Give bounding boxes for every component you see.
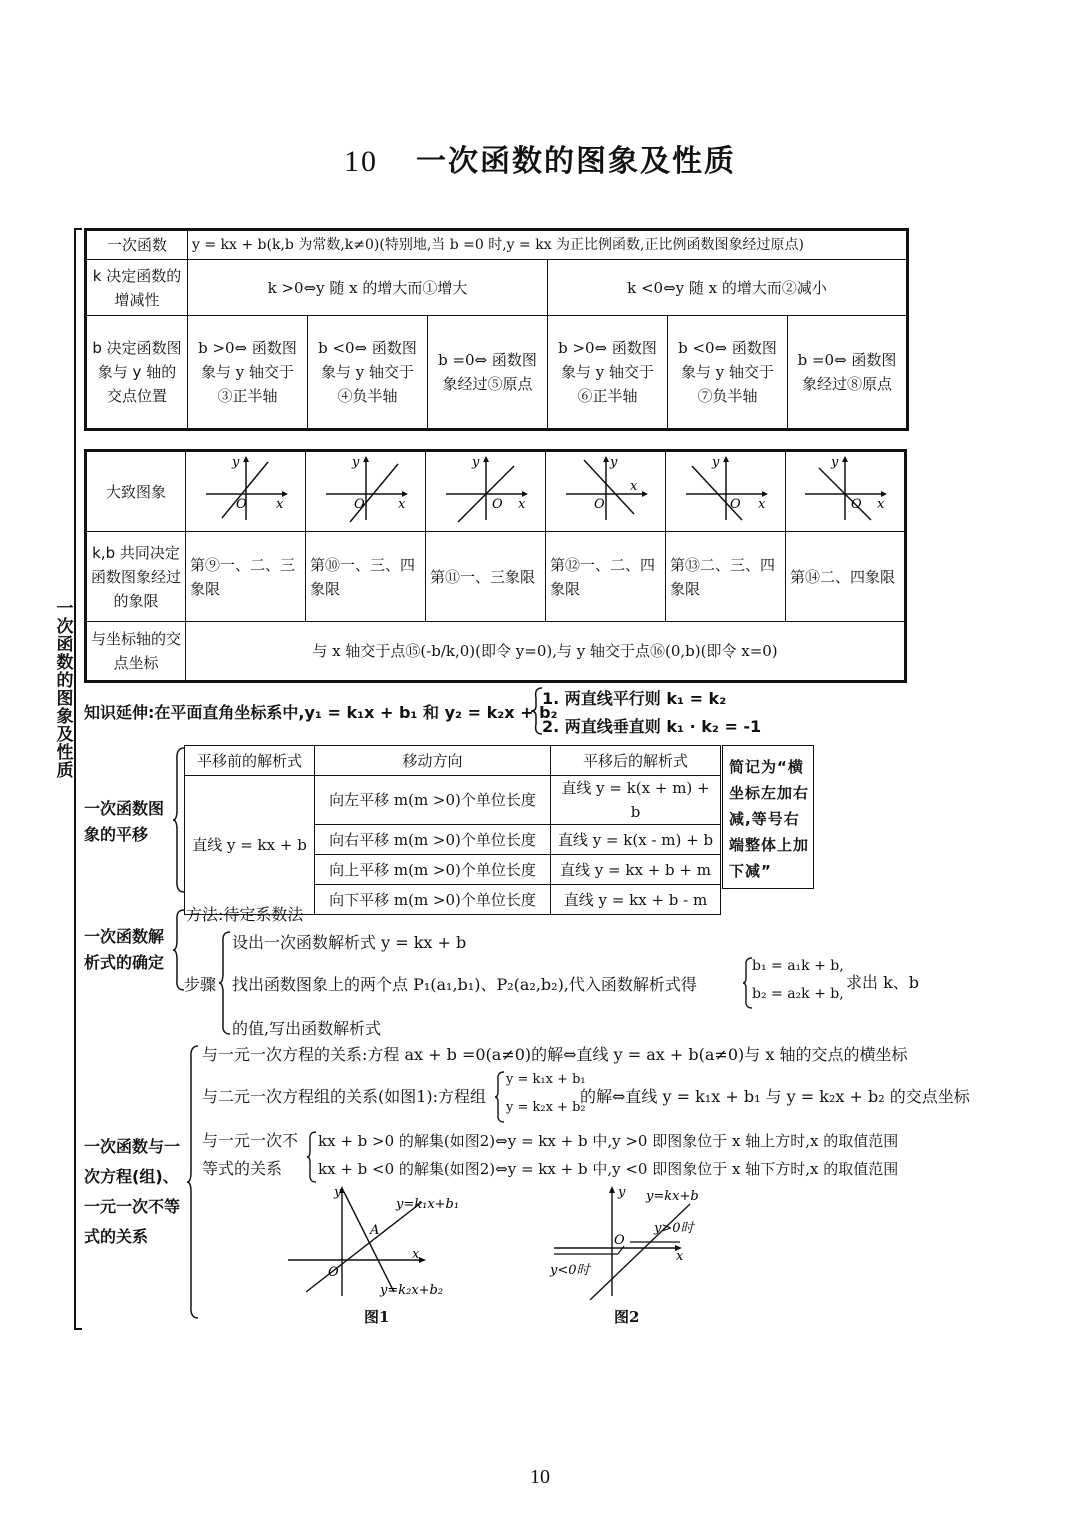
line1-label: y=k₁x+b₁ [396,1197,460,1212]
intercept-cell: b =0⇔ 函数图象经过⑤原点 [428,316,548,430]
graph-cell [546,451,666,532]
figure-1 [282,1180,482,1300]
translation-header: 平移前的解析式 [185,746,315,776]
inequality-positive: kx + b >0 的解集(如图2)⇔y = kx + b 中,y >0 即图象位于 x 轴上方时,x 的取值范围 [318,1132,899,1150]
intercept-cell: b =0⇔ 函数图象经过⑧原点 [788,316,908,430]
title-text: 一次函数的图象及性质 [416,144,736,179]
origin-label: O [491,497,503,512]
y-label: y [609,455,617,470]
point-a-label: A [370,1223,380,1238]
determine-label: 一次函数解析式的确定 [84,927,165,972]
extension-lead: 知识延伸:在平面直角坐标系中,y₁ = k₁x + b₁ 和 y₂ = k₂x + b₂ [84,703,558,722]
system-eq2: y = k₂x + b₂ [506,1100,586,1115]
brace [186,1044,200,1320]
figure-1-caption: 图1 [364,1308,390,1326]
intercept-cell: b <0⇔ 函数图象与 y 轴交于 ④负半轴 [308,316,428,430]
figure-2 [548,1180,728,1300]
title-number: 10 [344,145,378,178]
x-label: x [629,479,637,494]
quadrant-cell: 第⑫一、二、四象限 [546,532,666,622]
origin-label: O [235,497,247,512]
origin-label: O [593,497,605,512]
translation-after: 直线 y = kx + b - m [551,885,721,915]
side-bracket [74,228,82,1330]
determine-step3: 的值,写出函数解析式 [232,1019,382,1038]
determine-step1: 设出一次函数解析式 y = kx + b [232,933,467,952]
relation-equation: 与一元一次方程的关系:方程 ax + b =0(a≠0)的解⇔直线 y = ax + b(a≠0)与 x 轴的交点的横坐标 [202,1045,908,1064]
line-label: y=kx+b [646,1189,699,1204]
graph-cell [186,451,306,532]
relation-inequality-lead2: 等式的关系 [202,1159,283,1178]
y-label: y [231,455,239,470]
definition-table [84,228,909,431]
origin-label: O [328,1265,339,1280]
x-label: x [412,1247,420,1262]
positive-region-label: y>0时 [654,1221,694,1236]
graph-k-neg-b-pos [556,452,656,524]
origin-label: O [353,497,365,512]
graph-cell [666,451,786,532]
row-head-monotonic: k 决定函数的增减性 [86,260,188,316]
graph-cell [426,451,546,532]
row-head-quadrant: k,b 共同决定函数图象经过的象限 [86,532,186,622]
translation-after: 直线 y = k(x - m) + b [551,825,721,855]
translation-header: 平移后的解析式 [551,746,721,776]
translation-label: 一次函数图象的平移 [84,799,165,844]
intercept-cell: b >0⇔ 函数图象与 y 轴交于 ⑥正半轴 [548,316,668,430]
determine-step2-tail: 求出 k、b [846,973,920,992]
determine-steps-label: 步骤 [184,975,217,994]
quadrant-cell: 第⑭二、四象限 [786,532,906,622]
quadrant-cell: 第⑬二、三、四象限 [666,532,786,622]
relation-system-tail: 的解⇔直线 y = k₁x + b₁ 与 y = k₂x + b₂ 的交点坐标 [580,1087,970,1106]
quadrant-cell: 第⑨一、二、三象限 [186,532,306,622]
translation-direction: 向左平移 m(m >0)个单位长度 [315,776,551,825]
negative-region-label: y<0时 [550,1263,590,1278]
determine-step2: 找出函数图象上的两个点 P₁(a₁,b₁)、P₂(a₂,b₂),代入函数解析式得 [232,975,697,994]
intercept-cell: b <0⇔ 函数图象与 y 轴交于 ⑦负半轴 [668,316,788,430]
side-label: 一次函数的图象及性质 [56,599,74,781]
row-head-function: 一次函数 [86,230,188,260]
determine-method: 方法:待定系数法 [186,905,304,924]
determine-eq1: b₁ = a₁k + b, [752,958,844,974]
origin-label: O [614,1233,625,1248]
page-number: 10 [530,1466,550,1488]
graph-k-neg-b-neg [676,452,776,524]
function-definition: y = kx + b(k,b 为常数,k≠0)(特别地,当 b =0 时,y = kx 为正比例函数,正比例函数图象经过原点) [188,230,908,260]
k-positive-cell: k >0⇔y 随 x 的增大而①增大 [188,260,548,316]
translation-direction: 向上平移 m(m >0)个单位长度 [315,855,551,885]
translation-header: 移动方向 [315,746,551,776]
translation-before: 直线 y = kx + b [185,776,315,915]
origin-label: O [729,497,741,512]
y-label: y [471,455,479,470]
k-negative-cell: k <0⇔y 随 x 的增大而②减小 [548,260,908,316]
x-label: x [877,497,885,512]
graph-table [84,449,907,683]
figure-2-caption: 图2 [614,1308,640,1326]
relation-inequality-lead1: 与一元一次不 [202,1131,299,1150]
x-label: x [397,497,405,512]
relations-label: 一次函数与一次方程(组)、一元一次不等式的关系 [84,1137,181,1246]
row-head-intersection: 与坐标轴的交点坐标 [86,622,186,682]
intercept-cell: b >0⇔ 函数图象与 y 轴交于 ③正半轴 [188,316,308,430]
y-label: y [711,455,719,470]
graph-k-pos-b-pos [196,452,296,524]
x-label: x [757,497,765,512]
x-label: x [275,497,283,512]
extension-item1: 1. 两直线平行则 k₁ = k₂ [542,689,727,708]
graph-cell [786,451,906,532]
graph-k-pos-b-zero [436,452,536,524]
translation-after: 直线 y = kx + b + m [551,855,721,885]
quadrant-cell: 第⑪一、三象限 [426,532,546,622]
brace [218,930,232,1036]
brace [494,1070,506,1124]
translation-memo: 简记为“横坐标左加右减,等号右端整体上加下减” [722,745,814,889]
y-label: y [334,1185,342,1200]
extension-item2: 2. 两直线垂直则 k₁ · k₂ = -1 [542,717,762,736]
brace [306,1130,318,1184]
translation-direction: 向右平移 m(m >0)个单位长度 [315,825,551,855]
graph-k-pos-b-neg [316,452,416,524]
intersection-coords: 与 x 轴交于点⑮(-b/k,0)(即令 y=0),与 y 轴交于点⑯(0,b)(即令 x=0) [186,622,906,682]
translation-table [184,745,721,915]
origin-label: O [851,497,862,512]
row-head-graph: 大致图象 [86,451,186,532]
line2-label: y=k₂x+b₂ [380,1283,444,1298]
relation-system-lead: 与二元一次方程组的关系(如图1):方程组 [202,1087,487,1106]
graph-cell [306,451,426,532]
y-label: y [351,455,359,470]
y-label: y [618,1185,626,1200]
translation-after: 直线 y = k(x + m) + b [551,776,721,825]
row-head-intercept: b 决定函数图象与 y 轴的交点位置 [86,316,188,430]
x-label: x [676,1249,684,1264]
inequality-negative: kx + b <0 的解集(如图2)⇔y = kx + b 中,y <0 即图象位于 x 轴下方时,x 的取值范围 [318,1160,899,1178]
y-label: y [831,455,839,470]
system-eq1: y = k₁x + b₁ [506,1072,586,1087]
page-title [0,136,1080,180]
quadrant-cell: 第⑩一、三、四象限 [306,532,426,622]
x-label: x [517,497,525,512]
determine-eq2: b₂ = a₂k + b, [752,986,844,1002]
graph-k-neg-b-zero [795,452,895,524]
translation-direction: 向下平移 m(m >0)个单位长度 [315,885,551,915]
